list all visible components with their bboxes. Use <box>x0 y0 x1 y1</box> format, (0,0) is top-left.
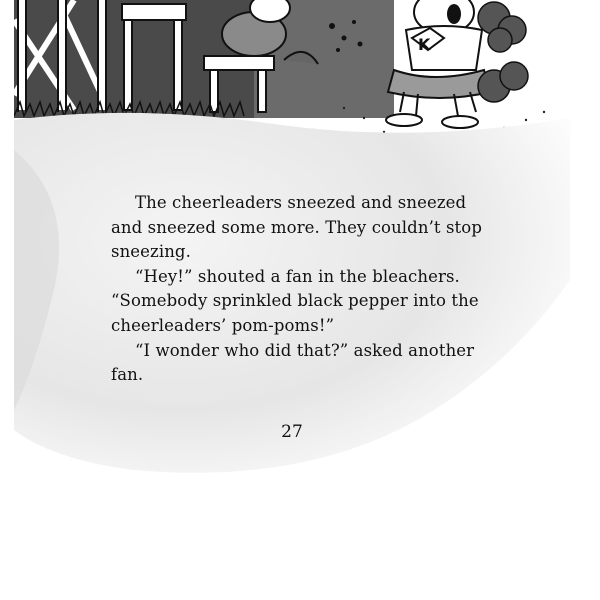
shirt-letter: K <box>418 35 431 54</box>
paragraph-2: “Hey!” shouted a fan in the bleachers. “Somebody sprinkled black pepper into the cheerleaders’ pom-poms!” <box>111 266 479 335</box>
paragraph-1: The cheerleaders sneezed and sneezed and sneezed some more. They couldn’t stop sneezing. <box>111 193 482 262</box>
paragraph-3: “I wonder who did that?” asked another fan. <box>111 340 475 385</box>
page-number: 27 <box>281 422 303 442</box>
book-page <box>14 0 570 486</box>
story-text <box>111 191 491 388</box>
